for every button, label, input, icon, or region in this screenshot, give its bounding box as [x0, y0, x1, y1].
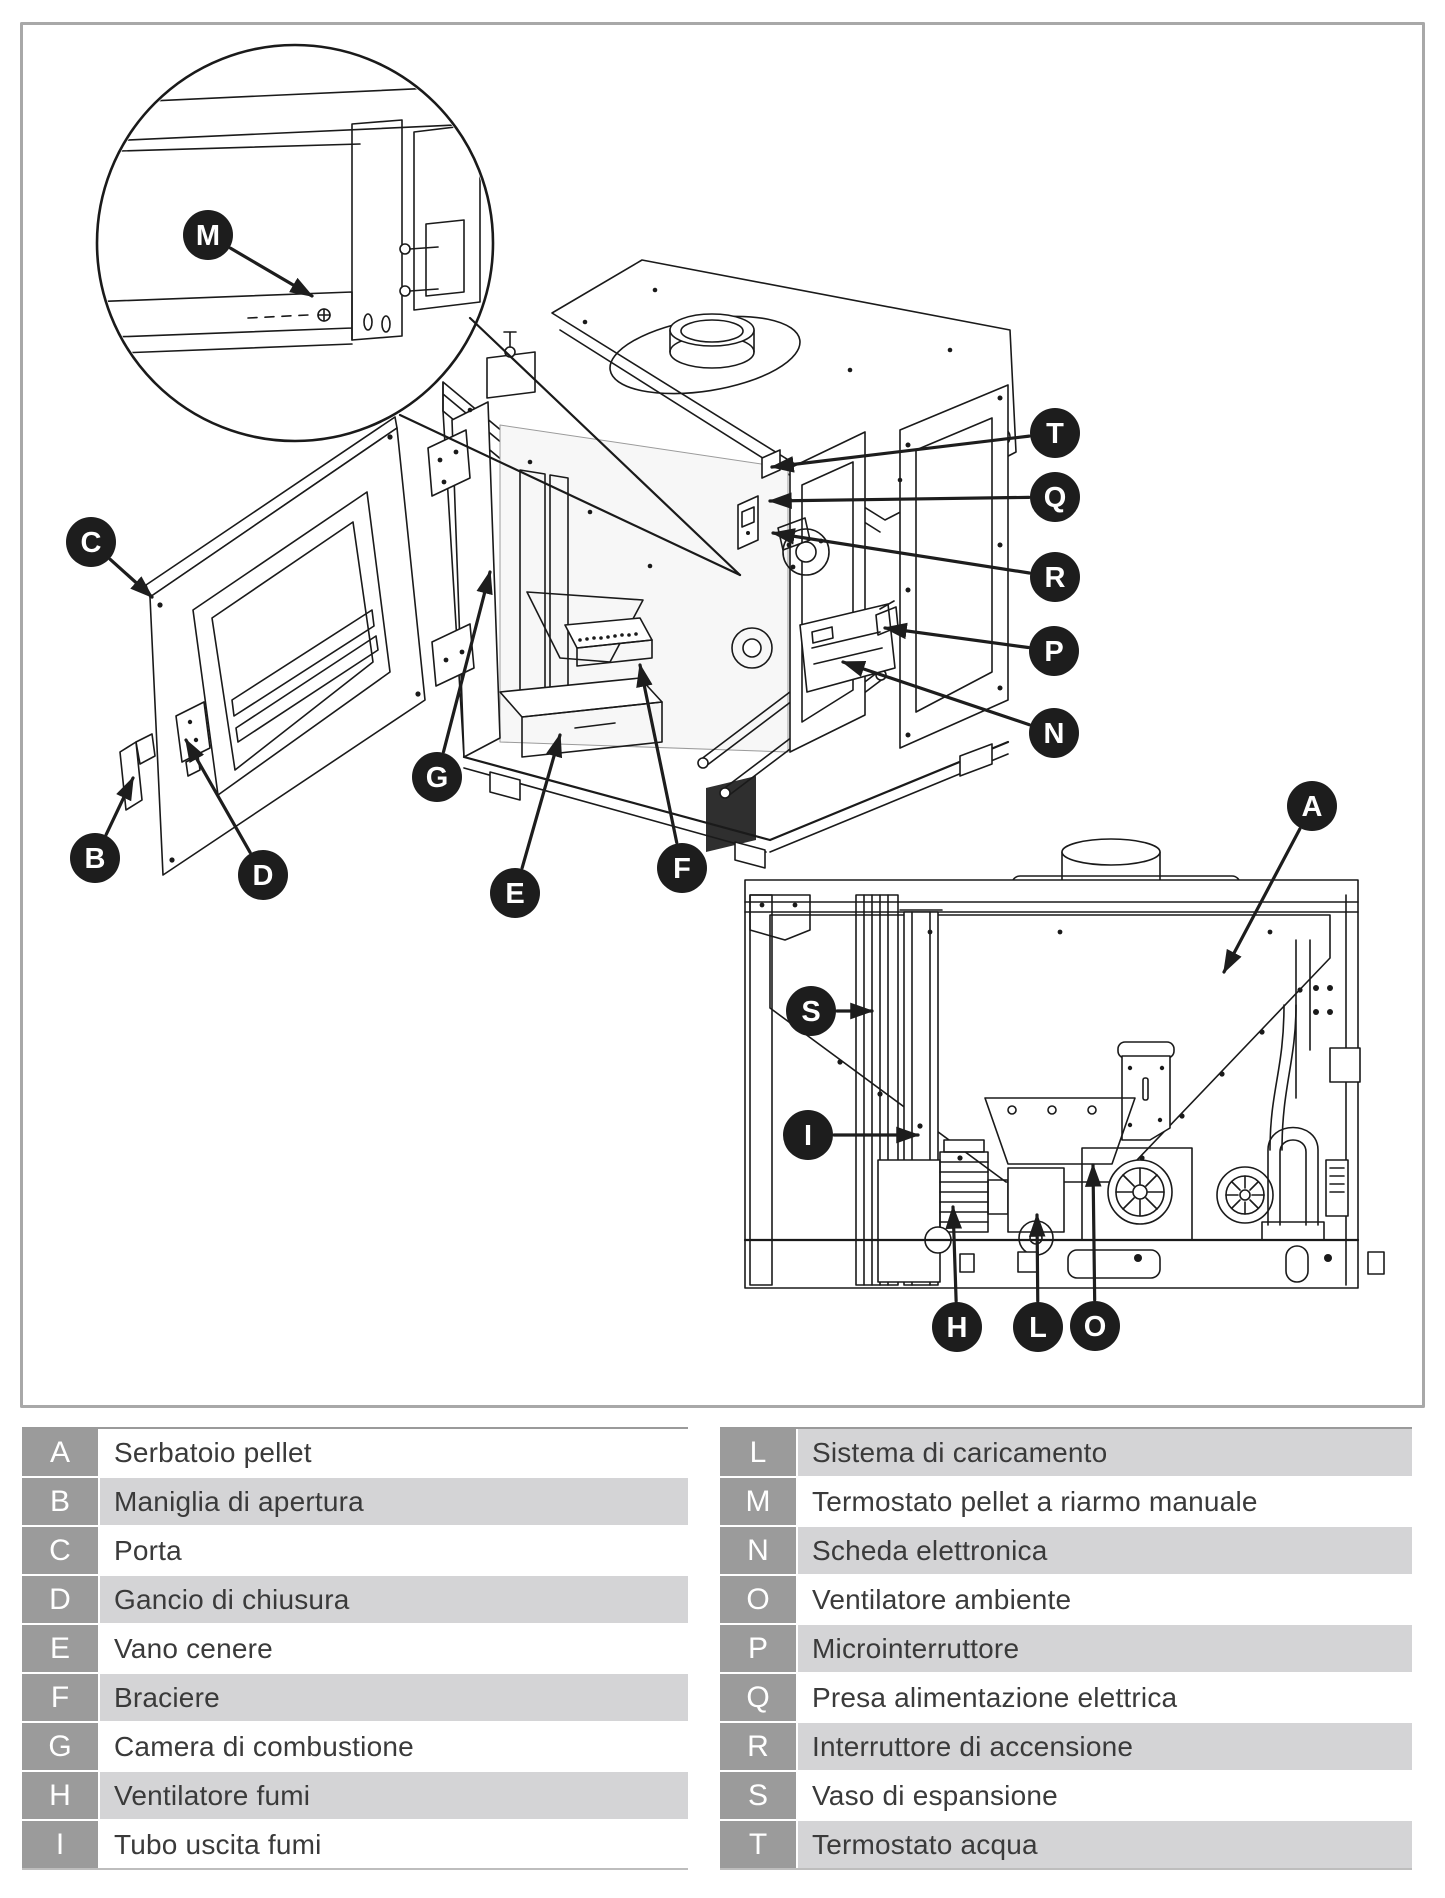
legend-label-b: Maniglia di apertura: [114, 1485, 364, 1517]
legend-key-a: A: [22, 1429, 100, 1476]
legend-label-f: Braciere: [114, 1681, 220, 1713]
callout-letter-l: L: [1029, 1312, 1047, 1344]
legend-row-g: [22, 1723, 688, 1770]
callout-letter-n: N: [1043, 718, 1065, 750]
legend-label-d: Gancio di chiusura: [114, 1583, 350, 1615]
legend-key-e: E: [22, 1625, 100, 1672]
legend-row-a: [22, 1429, 688, 1476]
legend-row-r: [720, 1723, 1412, 1770]
callout-letter-f: F: [673, 853, 691, 885]
callout-letter-a: A: [1301, 791, 1323, 823]
legend-row-i: [22, 1821, 688, 1868]
legend-label-g: Camera di combustione: [114, 1730, 414, 1762]
legend-key-s: S: [720, 1772, 798, 1819]
legend-label-e: Vano cenere: [114, 1632, 273, 1664]
callout-letter-s: S: [801, 996, 821, 1028]
legend-row-q: [720, 1674, 1412, 1721]
legend-label-o: Ventilatore ambiente: [812, 1583, 1072, 1615]
legend-label-h: Ventilatore fumi: [114, 1779, 311, 1811]
rear-view-drawing: [745, 839, 1384, 1288]
legend-key-d: D: [22, 1576, 100, 1623]
legend-key-r: R: [720, 1723, 798, 1770]
callout-arrow-o: [1093, 1165, 1095, 1300]
legend-label-t: Termostato acqua: [812, 1828, 1038, 1860]
legend-row-t: [720, 1821, 1412, 1868]
legend-row-b: [22, 1478, 688, 1525]
callout-letter-c: C: [80, 527, 102, 559]
callout-arrow-l: [1037, 1215, 1038, 1301]
callout-letter-i: I: [803, 1120, 813, 1152]
callout-letter-e: E: [505, 878, 525, 910]
legend-row-s: [720, 1772, 1412, 1819]
callout-letter-r: R: [1044, 562, 1066, 594]
legend-key-b: B: [22, 1478, 100, 1525]
legend-label-i: Tubo uscita fumi: [114, 1828, 322, 1860]
legend-label-a: Serbatoio pellet: [114, 1436, 312, 1468]
legend-key-o: O: [720, 1576, 798, 1623]
legend-key-p: P: [720, 1625, 798, 1672]
callout-letter-p: P: [1044, 636, 1064, 668]
legend-label-n: Scheda elettronica: [812, 1534, 1048, 1566]
legend-label-l: Sistema di caricamento: [812, 1436, 1108, 1468]
legend-row-c: [22, 1527, 688, 1574]
legend-row-e: [22, 1625, 688, 1672]
legend-row-o: [720, 1576, 1412, 1623]
callout-letter-t: T: [1046, 418, 1064, 450]
legend-row-m: [720, 1478, 1412, 1525]
legend-label-m: Termostato pellet a riarmo manuale: [812, 1485, 1258, 1517]
legend-label-r: Interruttore di accensione: [812, 1730, 1134, 1762]
legend-key-i: I: [22, 1821, 100, 1868]
legend-label-q: Presa alimentazione elettrica: [812, 1681, 1178, 1713]
legend-label-c: Porta: [114, 1534, 182, 1566]
legend-label-s: Vaso di espansione: [812, 1779, 1058, 1811]
legend-key-m: M: [720, 1478, 798, 1525]
callout-letter-h: H: [946, 1312, 968, 1344]
legend-key-t: T: [720, 1821, 798, 1868]
legend-row-l: [720, 1429, 1412, 1476]
legend-table-left: [22, 1427, 688, 1870]
callout-letter-g: G: [425, 762, 449, 794]
legend-key-g: G: [22, 1723, 100, 1770]
legend-table-right: [720, 1427, 1412, 1870]
callout-letter-o: O: [1083, 1311, 1107, 1343]
callout-letter-q: Q: [1043, 482, 1067, 514]
legend-row-p: [720, 1625, 1412, 1672]
legend-key-q: Q: [720, 1674, 798, 1721]
callout-letter-m: M: [195, 220, 221, 252]
legend-row-d: [22, 1576, 688, 1623]
legend-row-h: [22, 1772, 688, 1819]
legend-row-n: [720, 1527, 1412, 1574]
callout-letter-b: B: [84, 843, 106, 875]
legend-key-h: H: [22, 1772, 100, 1819]
legend-key-c: C: [22, 1527, 100, 1574]
callout-letter-d: D: [252, 860, 274, 892]
legend-label-p: Microinterruttore: [812, 1632, 1020, 1664]
legend-key-f: F: [22, 1674, 100, 1721]
legend-key-l: L: [720, 1429, 798, 1476]
legend-row-f: [22, 1674, 688, 1721]
legend-key-n: N: [720, 1527, 798, 1574]
